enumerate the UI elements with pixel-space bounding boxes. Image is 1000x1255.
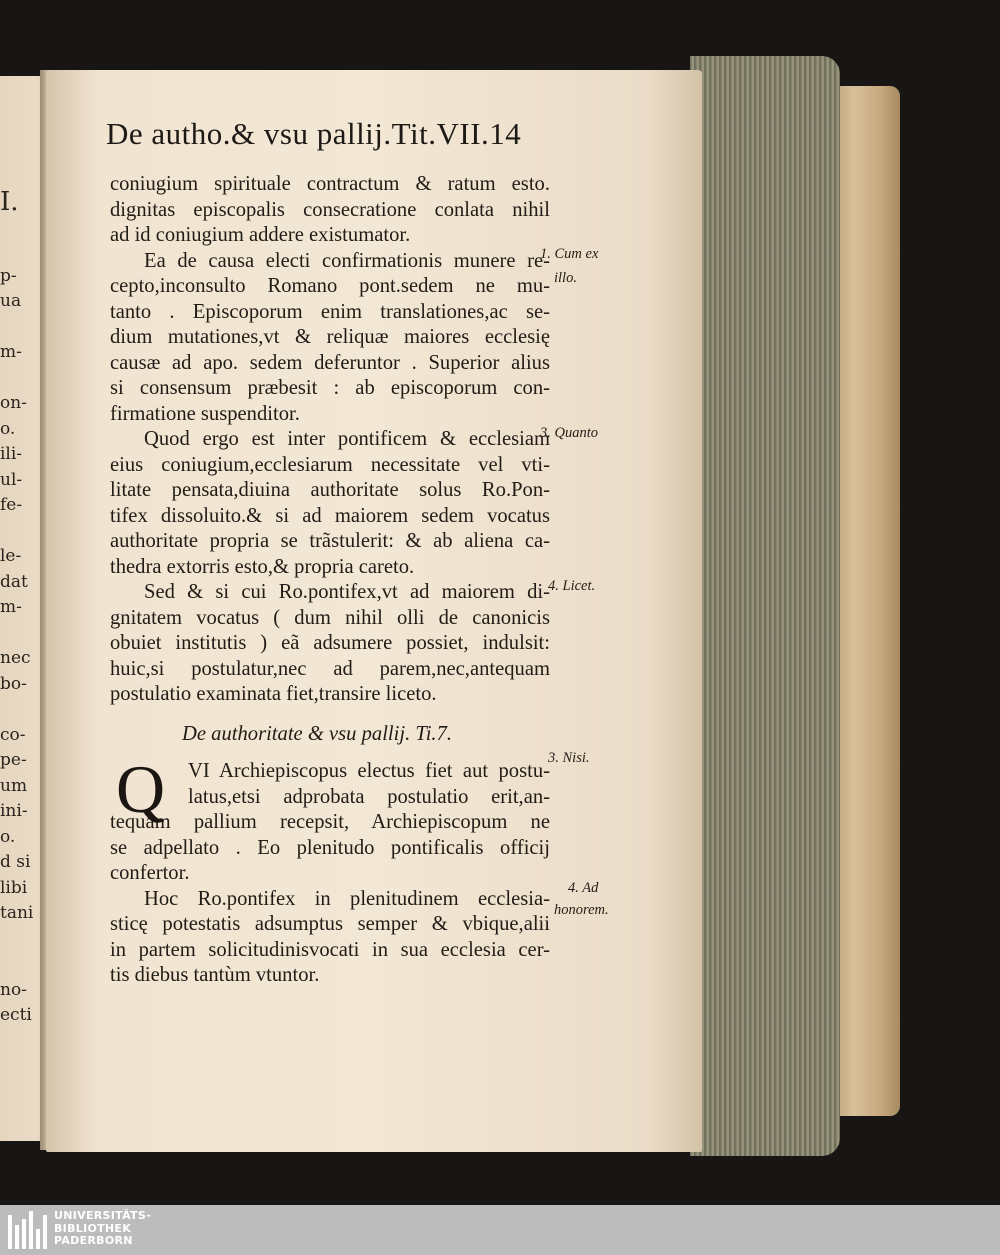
text-line: in partem solicitudinisvocati in sua ecclesia cer-: [110, 938, 550, 961]
text-line: huic,si postulatur,nec ad parem,nec,antequam: [110, 657, 550, 680]
text-line: ad id coniugium addere existumator.: [110, 224, 411, 246]
left-page-fragment: ua: [0, 291, 22, 311]
text-line: cepto,inconsulto Romano pont.sedem ne mu-: [110, 275, 550, 297]
text-line: postulatio examinata fiet,transire liceto.: [110, 683, 437, 705]
library-name: [54, 1210, 151, 1248]
marginal-note: 3. Quanto: [540, 425, 598, 441]
left-page-fragment: libi: [0, 877, 28, 898]
text-line: tis diebus tantùm vtuntor.: [110, 964, 320, 986]
left-page-fragment: o.: [0, 826, 16, 847]
left-page-fragment: co-: [0, 724, 26, 745]
text-line: eius coniugium,ecclesiarum necessitate vel vti-: [110, 453, 550, 476]
body-text: [110, 172, 550, 989]
drop-cap: Q: [116, 751, 166, 827]
text-line: dignitas episcopalis consecratione conlata nihil: [110, 198, 550, 221]
left-page-fragment: on-: [0, 393, 27, 413]
text-line: Sed & si cui Ro.pontifex,vt ad maiorem di-: [144, 581, 550, 603]
marginal-note: 4. Licet.: [548, 578, 596, 594]
text-line: Quod ergo est inter pontificem & ecclesiam: [144, 428, 550, 450]
left-page-fragment: [0, 238, 34, 264]
section-title: De authoritate & vsu pallij. Ti.7.: [182, 722, 453, 745]
left-page-fragment: ini-: [0, 801, 28, 821]
left-page-fragment: pe-: [0, 750, 27, 770]
left-page-fragment: I.: [0, 187, 19, 217]
left-page-fragment: d si: [0, 852, 31, 872]
paragraph-5: [110, 751, 550, 887]
text-line: se adpellato . Eo plenitudo pontificalis officij: [110, 836, 550, 859]
left-page-fragment: [0, 315, 34, 341]
left-page-fragment: no-: [0, 979, 27, 1000]
left-page-fragment: bo-: [0, 673, 27, 694]
paragraph-2: [110, 249, 550, 428]
marginal-note: illo.: [554, 270, 577, 286]
library-name-line: BIBLIOTHEK: [54, 1221, 132, 1235]
library-logo-icon: [8, 1211, 48, 1249]
left-page-fragment: le-: [0, 546, 22, 566]
text-line: tanto . Episcoporum enim translationes,ac se-: [110, 300, 550, 323]
left-page-fragment: [0, 366, 34, 392]
text-line: gnitatem vocatus ( dum nihil olli de canonicis: [110, 606, 550, 629]
text-line: Hoc Ro.pontifex in plenitudinem ecclesia-: [144, 887, 550, 910]
text-line: tifex dissoluito.& si ad maiorem sedem vocatus: [110, 504, 550, 527]
text-line: VI Archiepiscopus electus fiet aut postu-: [188, 760, 550, 782]
text-line: dium mutationes,vt & reliquæ maiores ecclesię: [110, 326, 550, 348]
text-line: coniugium spirituale contractum & ratum esto.: [110, 173, 550, 195]
left-page-fragment: tani: [0, 903, 34, 923]
left-page-fragment: ul-: [0, 469, 23, 490]
left-page-fragment: um: [0, 775, 28, 796]
text-line: confertor.: [110, 862, 190, 884]
left-page-fragment: nec: [0, 648, 31, 668]
left-page-fragment: [0, 519, 34, 545]
marginal-note: 3. Nisi.: [548, 750, 590, 766]
running-header: De autho.& vsu pallij.Tit.VII.14: [106, 116, 522, 151]
text-line: causæ ad apo. sedem deferuntor . Superior alius: [110, 351, 550, 374]
text-line: authoritate propria se trãstulerit: & ab aliena ca-: [110, 530, 550, 552]
left-page-fragment: [0, 952, 34, 978]
left-page-fragment: m-: [0, 597, 22, 617]
text-line: tequam pallium recepsit, Archiepiscopum ne: [110, 811, 550, 833]
left-page-fragment: ili-: [0, 444, 23, 464]
text-line: thedra extorris esto,& propria careto.: [110, 555, 415, 578]
left-page-text: [0, 187, 34, 1029]
paragraph-4: [110, 580, 550, 708]
page-block-edge: [690, 56, 840, 1156]
library-name-line: PADERBORN: [54, 1234, 133, 1247]
left-page-fragment: fe-: [0, 495, 23, 515]
left-page-fragment: [0, 697, 34, 723]
paragraph-3: [110, 427, 550, 580]
text-line: Ea de causa electi confirmationis munere re-: [144, 249, 550, 272]
text-line: obuiet institutis ) eã adsumere possiet, indulsit:: [110, 632, 550, 654]
text-line: sticę potestatis adsumptus semper & vbique,alii: [110, 913, 550, 935]
text-line: latus,etsi adprobata postulatio erit,an-: [188, 785, 550, 808]
left-page-fragment: p-: [0, 265, 17, 286]
paragraph-6: [110, 887, 550, 989]
left-page-fragment: [0, 621, 34, 647]
text-line: litate pensata,diuina authoritate solus Ro.Pon-: [110, 479, 550, 501]
left-page-fragment: dat: [0, 571, 28, 592]
library-footer: [0, 1205, 1000, 1255]
text-line: si consensum præbesit : ab episcoporum con-: [110, 377, 550, 399]
library-name-line: UNIVERSITÄTS-: [54, 1209, 151, 1222]
paragraph-1: [110, 172, 550, 249]
left-page-fragment: o.: [0, 418, 16, 439]
marginal-note: 1. Cum ex: [540, 246, 599, 262]
left-page-fragment: [0, 927, 34, 953]
left-page-fragment: ecti: [0, 1005, 32, 1025]
left-page-fragment: m-: [0, 342, 22, 362]
marginal-note: honorem.: [554, 902, 609, 918]
text-line: firmatione suspenditor.: [110, 402, 300, 425]
marginal-note: 4. Ad: [568, 880, 599, 896]
